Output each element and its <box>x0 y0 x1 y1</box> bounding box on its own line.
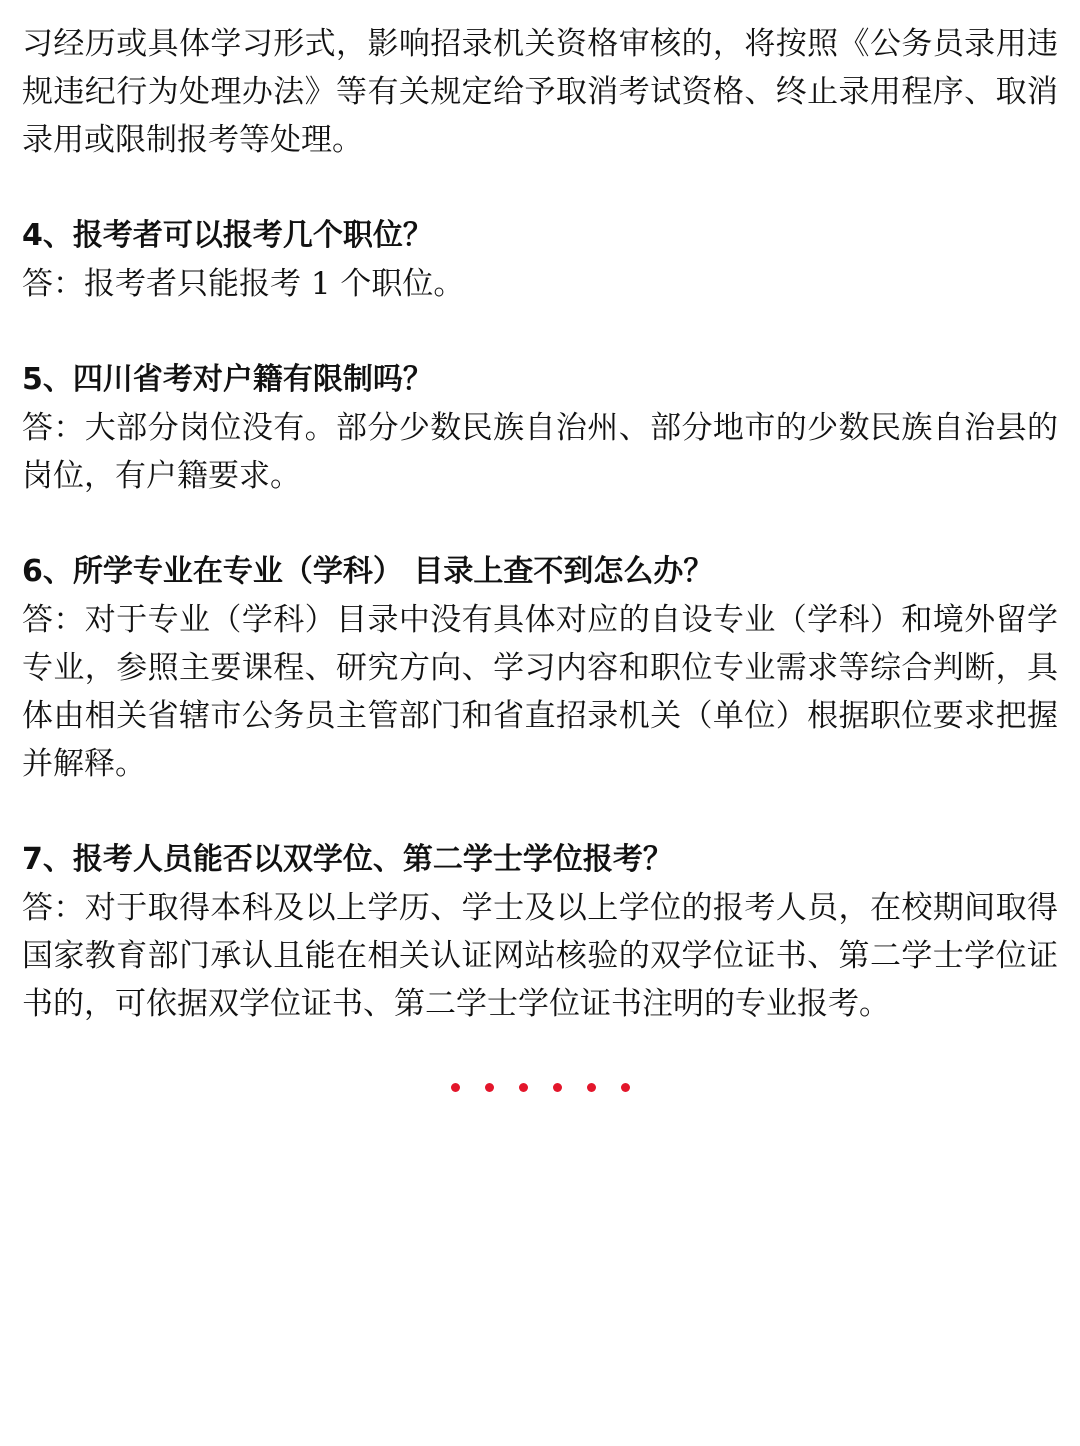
intro-paragraph: 习经历或具体学习形式，影响招录机关资格审核的，将按照《公务员录用违规违纪行为处理办法》等有关规定给予取消考试资格、终止录用程序、取消录用或限制报考等处理。 <box>22 26 1058 158</box>
red-dot <box>621 1083 630 1092</box>
faq-item-4 <box>22 212 1058 308</box>
faq-answer: 答：报考者只能报考 1 个职位。 <box>22 266 465 302</box>
faq-answer: 答：对于取得本科及以上学历、学士及以上学位的报考人员，在校期间取得国家教育部门承认且能在相关认证网站核验的双学位证书、第二学士学位证书的，可依据双学位证书、第二学士学位证书注明的专业报考。 <box>22 890 1058 1022</box>
red-dot <box>587 1083 596 1092</box>
faq-question: 6、所学专业在专业（学科） 目录上查不到怎么办？ <box>22 554 714 589</box>
document-body <box>22 20 1058 1028</box>
faq-item-6 <box>22 548 1058 788</box>
faq-question: 5、四川省考对户籍有限制吗？ <box>22 362 433 397</box>
red-dot <box>519 1083 528 1092</box>
red-dot <box>553 1083 562 1092</box>
red-dot <box>485 1083 494 1092</box>
red-dot-ellipsis <box>0 1083 1080 1092</box>
faq-item-7 <box>22 836 1058 1028</box>
faq-answer: 答：大部分岗位没有。部分少数民族自治州、部分地市的少数民族自治县的岗位，有户籍要求。 <box>22 410 1058 494</box>
faq-item-5 <box>22 356 1058 500</box>
faq-question: 7、报考人员能否以双学位、第二学士学位报考？ <box>22 842 673 877</box>
red-dot <box>451 1083 460 1092</box>
faq-answer: 答：对于专业（学科）目录中没有具体对应的自设专业（学科）和境外留学专业，参照主要课程、研究方向、学习内容和职位专业需求等综合判断，具体由相关省辖市公务员主管部门和省直招录机关（单位）根据职位要求把握并解释。 <box>22 602 1058 782</box>
faq-question: 4、报考者可以报考几个职位？ <box>22 218 433 253</box>
